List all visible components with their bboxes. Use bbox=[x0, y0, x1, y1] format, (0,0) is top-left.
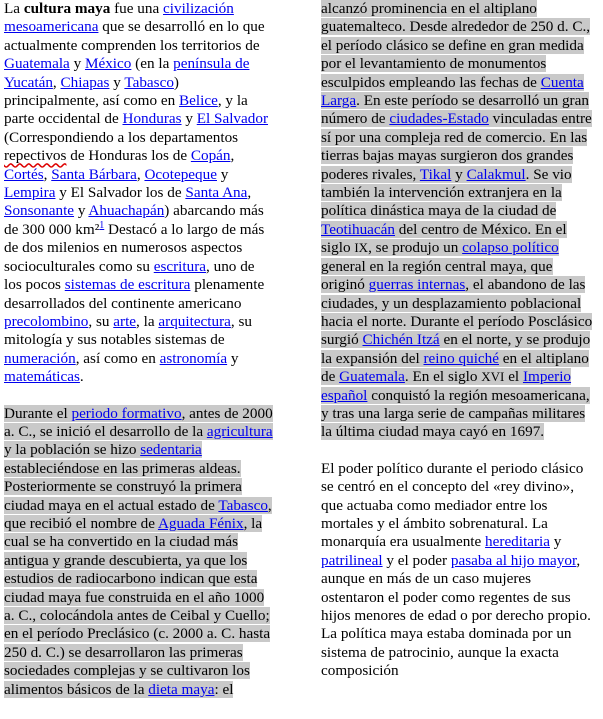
link-cortes[interactable]: Cortés bbox=[4, 165, 44, 183]
link-dieta-maya[interactable]: dieta maya bbox=[148, 680, 215, 698]
link-lempira[interactable]: Lempira bbox=[4, 184, 56, 202]
text: general en la región central maya, que originó bbox=[321, 257, 553, 294]
link-hereditaria[interactable]: hereditaria bbox=[485, 533, 550, 551]
bold-term: cultura maya bbox=[23, 0, 111, 17]
paragraph-spacer bbox=[4, 387, 276, 405]
link-escritura[interactable]: escritura bbox=[153, 257, 207, 275]
text: . bbox=[79, 368, 84, 386]
link-peninsula-de-yucatan[interactable]: península de Yucatán bbox=[4, 55, 250, 91]
link-sistemas-de-escritura[interactable]: sistemas de escritura bbox=[64, 276, 191, 294]
text: . Se vio también la intervención extranjera en la política dinástica maya de la ciudad de bbox=[321, 165, 572, 220]
text: (Correspondiendo a los departamentos bbox=[4, 128, 239, 146]
text: y bbox=[109, 73, 125, 91]
text: fue una bbox=[110, 0, 164, 17]
text: de Honduras los de bbox=[66, 147, 191, 165]
text: . En este período se desarrolló un gran número de bbox=[321, 92, 589, 128]
text: . En el siglo bbox=[404, 368, 482, 386]
text: Destacó a lo largo de más de dos milenios en numerosos aspectos socioculturales como su bbox=[4, 220, 265, 275]
text: y El Salvador los de bbox=[55, 184, 186, 202]
link-civilizacion-mesoamericana[interactable]: civilización mesoamericana bbox=[4, 0, 234, 36]
link-arquitectura[interactable]: arquitectura bbox=[158, 312, 231, 330]
text: , su bbox=[88, 312, 114, 330]
paragraph-poder-politico bbox=[321, 460, 593, 681]
text: , así como en bbox=[75, 349, 160, 367]
link-patrilineal[interactable]: patrilineal bbox=[321, 551, 383, 569]
right-column bbox=[321, 0, 593, 681]
roman-numeral: XVI bbox=[481, 369, 505, 385]
text: , uno de los pocos bbox=[4, 257, 255, 294]
link-teotihuacan[interactable]: Teotihuacán bbox=[321, 220, 395, 238]
text: , la bbox=[136, 312, 159, 330]
link-colapso-politico[interactable]: colapso político bbox=[462, 239, 559, 257]
link-guatemala-2[interactable]: Guatemala bbox=[339, 368, 405, 386]
text: en el norte, y se produjo la expansión del bbox=[321, 331, 591, 367]
text: : el bbox=[214, 680, 234, 698]
text: vinculadas entre sí por una compleja red de comercio. En las tierras bajas mayas surgieron dos grandes poderes rivales, bbox=[321, 110, 592, 183]
misspelled-word[interactable]: repectivos bbox=[4, 147, 67, 165]
text: el bbox=[504, 368, 523, 386]
text: plenamente desarrollados del continente americano bbox=[4, 276, 265, 312]
text: , bbox=[136, 165, 145, 183]
text: y bbox=[227, 349, 239, 367]
link-el-salvador[interactable]: El Salvador bbox=[196, 110, 269, 128]
link-reino-quiche[interactable]: reino quiché bbox=[423, 349, 499, 367]
text: y bbox=[451, 165, 467, 183]
text: , aunque en más de un caso mujeres ostentaron el poder como regentes de sus hijos menores de edad o por derecho propio. La política maya estaba dominada por un sistema de patrocinio, aunque la exacta composición bbox=[321, 551, 591, 680]
link-copan[interactable]: Copán bbox=[190, 147, 231, 165]
link-calakmul[interactable]: Calakmul bbox=[466, 165, 526, 183]
footnote-reference[interactable]: 1 bbox=[99, 219, 105, 231]
left-column bbox=[4, 0, 276, 699]
text: Durante el bbox=[4, 404, 72, 422]
paragraph-intro bbox=[4, 0, 276, 387]
text: , el abandono de las ciudades, y un desplazamiento poblacional hacia el norte. Durante el período Posclásico surgió bbox=[321, 276, 593, 349]
link-chiapas[interactable]: Chiapas bbox=[60, 73, 110, 91]
link-honduras[interactable]: Honduras bbox=[122, 110, 182, 128]
link-mexico[interactable]: México bbox=[84, 55, 132, 73]
text: , bbox=[247, 184, 252, 202]
text: estableciéndose en las primeras aldeas. Posteriormente se construyó la primera ciudad maya en el actual estado de bbox=[4, 459, 242, 514]
link-precolombino[interactable]: precolombino bbox=[4, 312, 89, 330]
text: y bbox=[216, 165, 229, 183]
text: (en la bbox=[131, 55, 174, 73]
text: , la cual se ha convertido en la ciudad más antigua y grande descubierta, ya que los estudios de radiocarbono indican que esta ciudad maya fue construida en el año 1000 a. C., colocándola antes de Ceibal y Cuello; en el período Preclásico (c. 2000 a. C. hasta 250 d. C.) se desarrollaron las primeras sociedades complejas y se cultivaron los alimentos básicos de la bbox=[4, 514, 271, 698]
text: El poder político durante el periodo clásico se centró en el concepto del «rey divino», que actuaba como mediador entre los mortales y el ámbito sobrenatural. La monarquía era usualmente bbox=[321, 459, 584, 551]
text: y bbox=[181, 110, 197, 128]
link-aguada-fenix[interactable]: Aguada Fénix bbox=[157, 514, 244, 532]
text: del centro de México. En el siglo bbox=[321, 220, 567, 257]
link-guerras-internas[interactable]: guerras internas bbox=[368, 276, 466, 294]
link-matematicas[interactable]: matemáticas bbox=[4, 368, 80, 386]
text: alcanzó prominencia en el altiplano guatemalteco. Desde alrededor de 250 d. C., el período clásico se define en gran medida por el levantamiento de monumentos esculpidos empleando las fechas de bbox=[321, 0, 591, 91]
link-santa-ana[interactable]: Santa Ana bbox=[185, 184, 248, 202]
link-pasaba-al-hijo-mayor[interactable]: pasaba al hijo mayor bbox=[450, 551, 577, 569]
link-arte[interactable]: arte bbox=[113, 312, 137, 330]
text: , y la parte occidental de bbox=[4, 92, 248, 128]
text: y la población se hizo bbox=[4, 441, 141, 459]
paragraph-formativo[interactable] bbox=[4, 405, 276, 700]
text: La bbox=[4, 0, 24, 17]
link-chichen-itza[interactable]: Chichén Itzá bbox=[362, 331, 440, 349]
link-ocotepeque[interactable]: Ocotepeque bbox=[144, 165, 217, 183]
link-belice[interactable]: Belice bbox=[179, 92, 218, 110]
link-tikal[interactable]: Tikal bbox=[419, 165, 452, 183]
roman-numeral: IX bbox=[354, 240, 369, 256]
link-sedentaria[interactable]: sedentaria bbox=[140, 441, 202, 459]
link-ahuachapan[interactable]: Ahuachapán bbox=[88, 202, 165, 220]
text: y bbox=[549, 533, 562, 551]
paragraph-spacer bbox=[321, 442, 593, 460]
link-agricultura[interactable]: agricultura bbox=[206, 422, 273, 440]
link-numeracion[interactable]: numeración bbox=[4, 349, 76, 367]
link-cuenta-larga[interactable]: Cuenta Larga bbox=[321, 73, 584, 110]
link-tabasco-2[interactable]: Tabasco bbox=[218, 496, 268, 514]
text: y el poder bbox=[382, 551, 451, 569]
link-sonsonante[interactable]: Sonsonante bbox=[4, 202, 75, 220]
link-tabasco[interactable]: Tabasco bbox=[124, 73, 174, 91]
text: en el altiplano de bbox=[321, 349, 589, 386]
link-imperio-espanol[interactable]: Imperio español bbox=[321, 368, 572, 404]
text: , su mitología y sus notables sistemas de bbox=[4, 312, 253, 349]
text: y bbox=[69, 55, 85, 73]
paragraph-clasico[interactable] bbox=[321, 0, 593, 442]
link-santa-barbara[interactable]: Santa Bárbara bbox=[51, 165, 137, 183]
link-guatemala[interactable]: Guatemala bbox=[4, 55, 70, 73]
link-ciudades-estado[interactable]: ciudades-Estado bbox=[389, 110, 489, 128]
text: , bbox=[43, 165, 52, 183]
text: , se produjo un bbox=[368, 239, 463, 257]
text: , bbox=[230, 147, 235, 165]
text: y bbox=[74, 202, 89, 220]
text: , antes de 2000 a. C., se inició el desarrollo de la bbox=[4, 404, 273, 440]
text: conquistó la región mesoamericana, y tras una larga serie de campañas militares la última ciudad maya cayó en 1697. bbox=[321, 386, 590, 441]
text: ) abarcando más de 300 000 km² bbox=[4, 202, 264, 238]
link-periodo-formativo[interactable]: periodo formativo bbox=[71, 404, 182, 422]
text: que se desarrolló en lo que actualmente comprenden los territorios de bbox=[4, 18, 265, 54]
text: ) principalmente, así como en bbox=[4, 73, 180, 110]
link-astronomia[interactable]: astronomía bbox=[159, 349, 228, 367]
text: , que recibió el nombre de bbox=[4, 496, 272, 532]
text: , bbox=[52, 73, 61, 91]
